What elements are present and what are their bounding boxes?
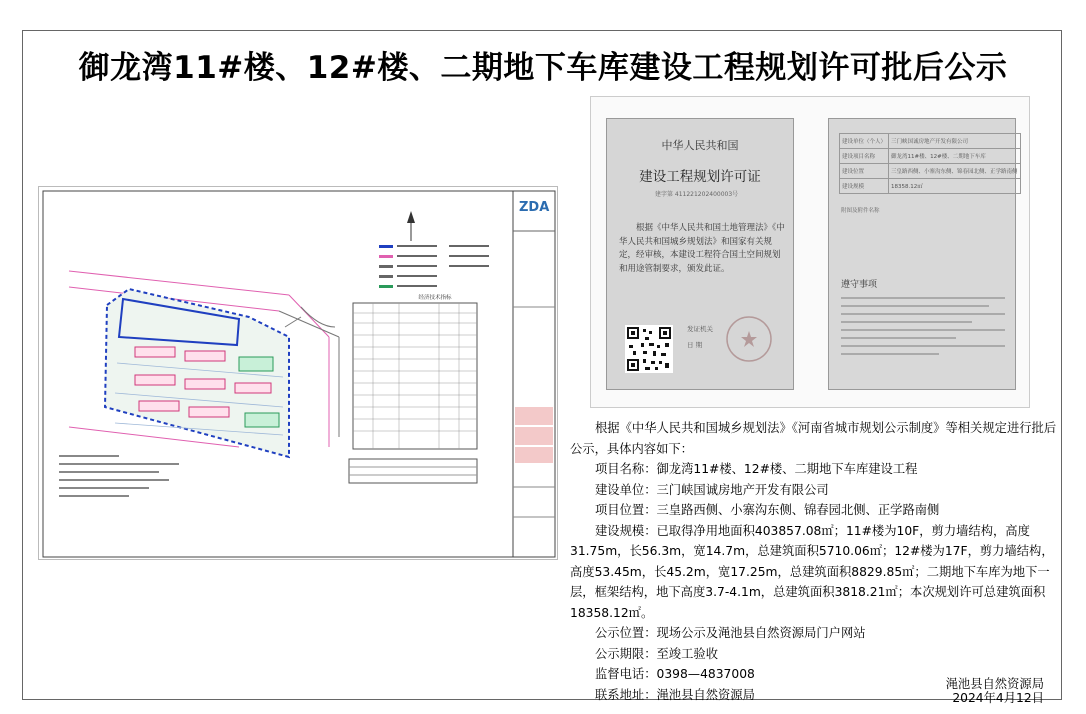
field-value: 渑池县自然资源局 xyxy=(656,687,755,702)
page-title: 御龙湾11#楼、12#楼、二期地下车库建设工程规划许可批后公示 xyxy=(78,50,1008,86)
permit-title: 建设工程规划许可证 xyxy=(639,169,761,185)
permit-certificate-back xyxy=(828,118,1016,390)
field-label: 项目位置： xyxy=(595,503,657,517)
field-label: 建设单位： xyxy=(595,482,657,497)
field-value: 0398—4837008 xyxy=(656,667,755,681)
permit-info-table xyxy=(839,133,1021,194)
permit-date-label: 日 期 xyxy=(687,341,703,349)
field-label: 联系地址： xyxy=(595,687,657,702)
permit-issuer xyxy=(687,321,713,353)
intro-paragraph: 根据《中华人民共和国城乡规划法》《河南省城市规划公示制度》等相关规定进行批后公示，具体内容如下： xyxy=(570,421,1057,456)
permit-certificate-front xyxy=(606,118,794,390)
signature-date: 2024年4月12日 xyxy=(952,691,1044,705)
table-row xyxy=(840,164,1021,179)
field-value: 至竣工验收 xyxy=(656,646,718,661)
field-label: 项目名称： xyxy=(595,462,657,476)
table-cell: 建设单位（个人） xyxy=(840,134,889,149)
indicator-table-title: 经济技术指标 xyxy=(418,295,452,301)
permit-issuer-label: 发证机关 xyxy=(687,325,713,333)
table-cell: 18358.12㎡ xyxy=(889,179,1021,194)
field-label: 监督电话： xyxy=(595,667,657,681)
field-value: 御龙湾11#楼、12#楼、二期地下车库建设工程 xyxy=(656,462,918,476)
table-row xyxy=(840,179,1021,194)
permit-attachments: 附图及附件名称 xyxy=(841,208,880,214)
field-value: 三皇路西侧、小寨沟东侧、锦春园北侧、正学路南侧 xyxy=(656,503,940,517)
field-value: 现场公示及渑池县自然资源局门户网站 xyxy=(656,626,866,640)
table-cell: 三皇路西侧、小寨沟东侧、锦春园北侧、正学路南侧 xyxy=(889,164,1021,179)
field-label: 公示期限： xyxy=(595,646,657,661)
field-label: 建设规模： xyxy=(595,523,657,538)
table-cell: 建设项目名称 xyxy=(840,149,889,164)
field-scale xyxy=(570,521,1064,624)
permit-number: 建字第 411221202400003号 xyxy=(655,191,739,198)
qr-code-icon xyxy=(625,325,673,373)
table-cell: 建设位置 xyxy=(840,164,889,179)
table-row xyxy=(840,134,1021,149)
table-cell: 建设规模 xyxy=(840,179,889,194)
field-public-location xyxy=(570,623,1064,644)
table-row xyxy=(840,149,1021,164)
field-location xyxy=(570,500,1064,521)
table-cell: 御龙湾11#楼、12#楼、二期地下车库 xyxy=(889,149,1021,164)
signature-org: 渑池县自然资源局 xyxy=(945,677,1044,691)
permit-notice-title: 遵守事项 xyxy=(841,280,878,290)
official-seal-icon xyxy=(725,315,773,363)
site-plan-svg xyxy=(39,187,558,560)
table-cell: 三门峡国诚房地产开发有限公司 xyxy=(889,134,1021,149)
site-plan-drawing[interactable] xyxy=(38,186,558,560)
signature-block xyxy=(946,677,1044,705)
field-value: 三门峡国诚房地产开发有限公司 xyxy=(656,482,829,497)
permit-notice-lines xyxy=(841,297,1005,361)
drawing-logo: ZDA xyxy=(519,200,550,215)
announcement-text xyxy=(570,418,1064,705)
field-value: 已取得净用地面积403857.08㎡；11#楼为10F，剪力墙结构，高度31.75m，长56.3m，宽14.7m，总建筑面积5710.06㎡；12#楼为17F，剪力墙结构，高度53.45m，长45.2m，宽17.25m，总建筑面积8829.85㎡；二期地下车库为地下一层，框架结构，地下高度3.7-4.1m，总建筑面积3818.21㎡；本次规划许可总建筑面积18358.12㎡。 xyxy=(570,523,1054,620)
field-public-period xyxy=(570,644,1064,665)
permit-body: 根据《中华人民共和国土地管理法》《中华人民共和国城乡规划法》和国家有关规定，经审核，本建设工程符合国土空间规划和用途管制要求，颁发此证。 xyxy=(619,223,785,274)
field-builder xyxy=(570,480,1064,501)
field-label: 公示位置： xyxy=(595,626,657,640)
permit-country: 中华人民共和国 xyxy=(661,139,739,152)
field-project-name xyxy=(570,459,1064,480)
